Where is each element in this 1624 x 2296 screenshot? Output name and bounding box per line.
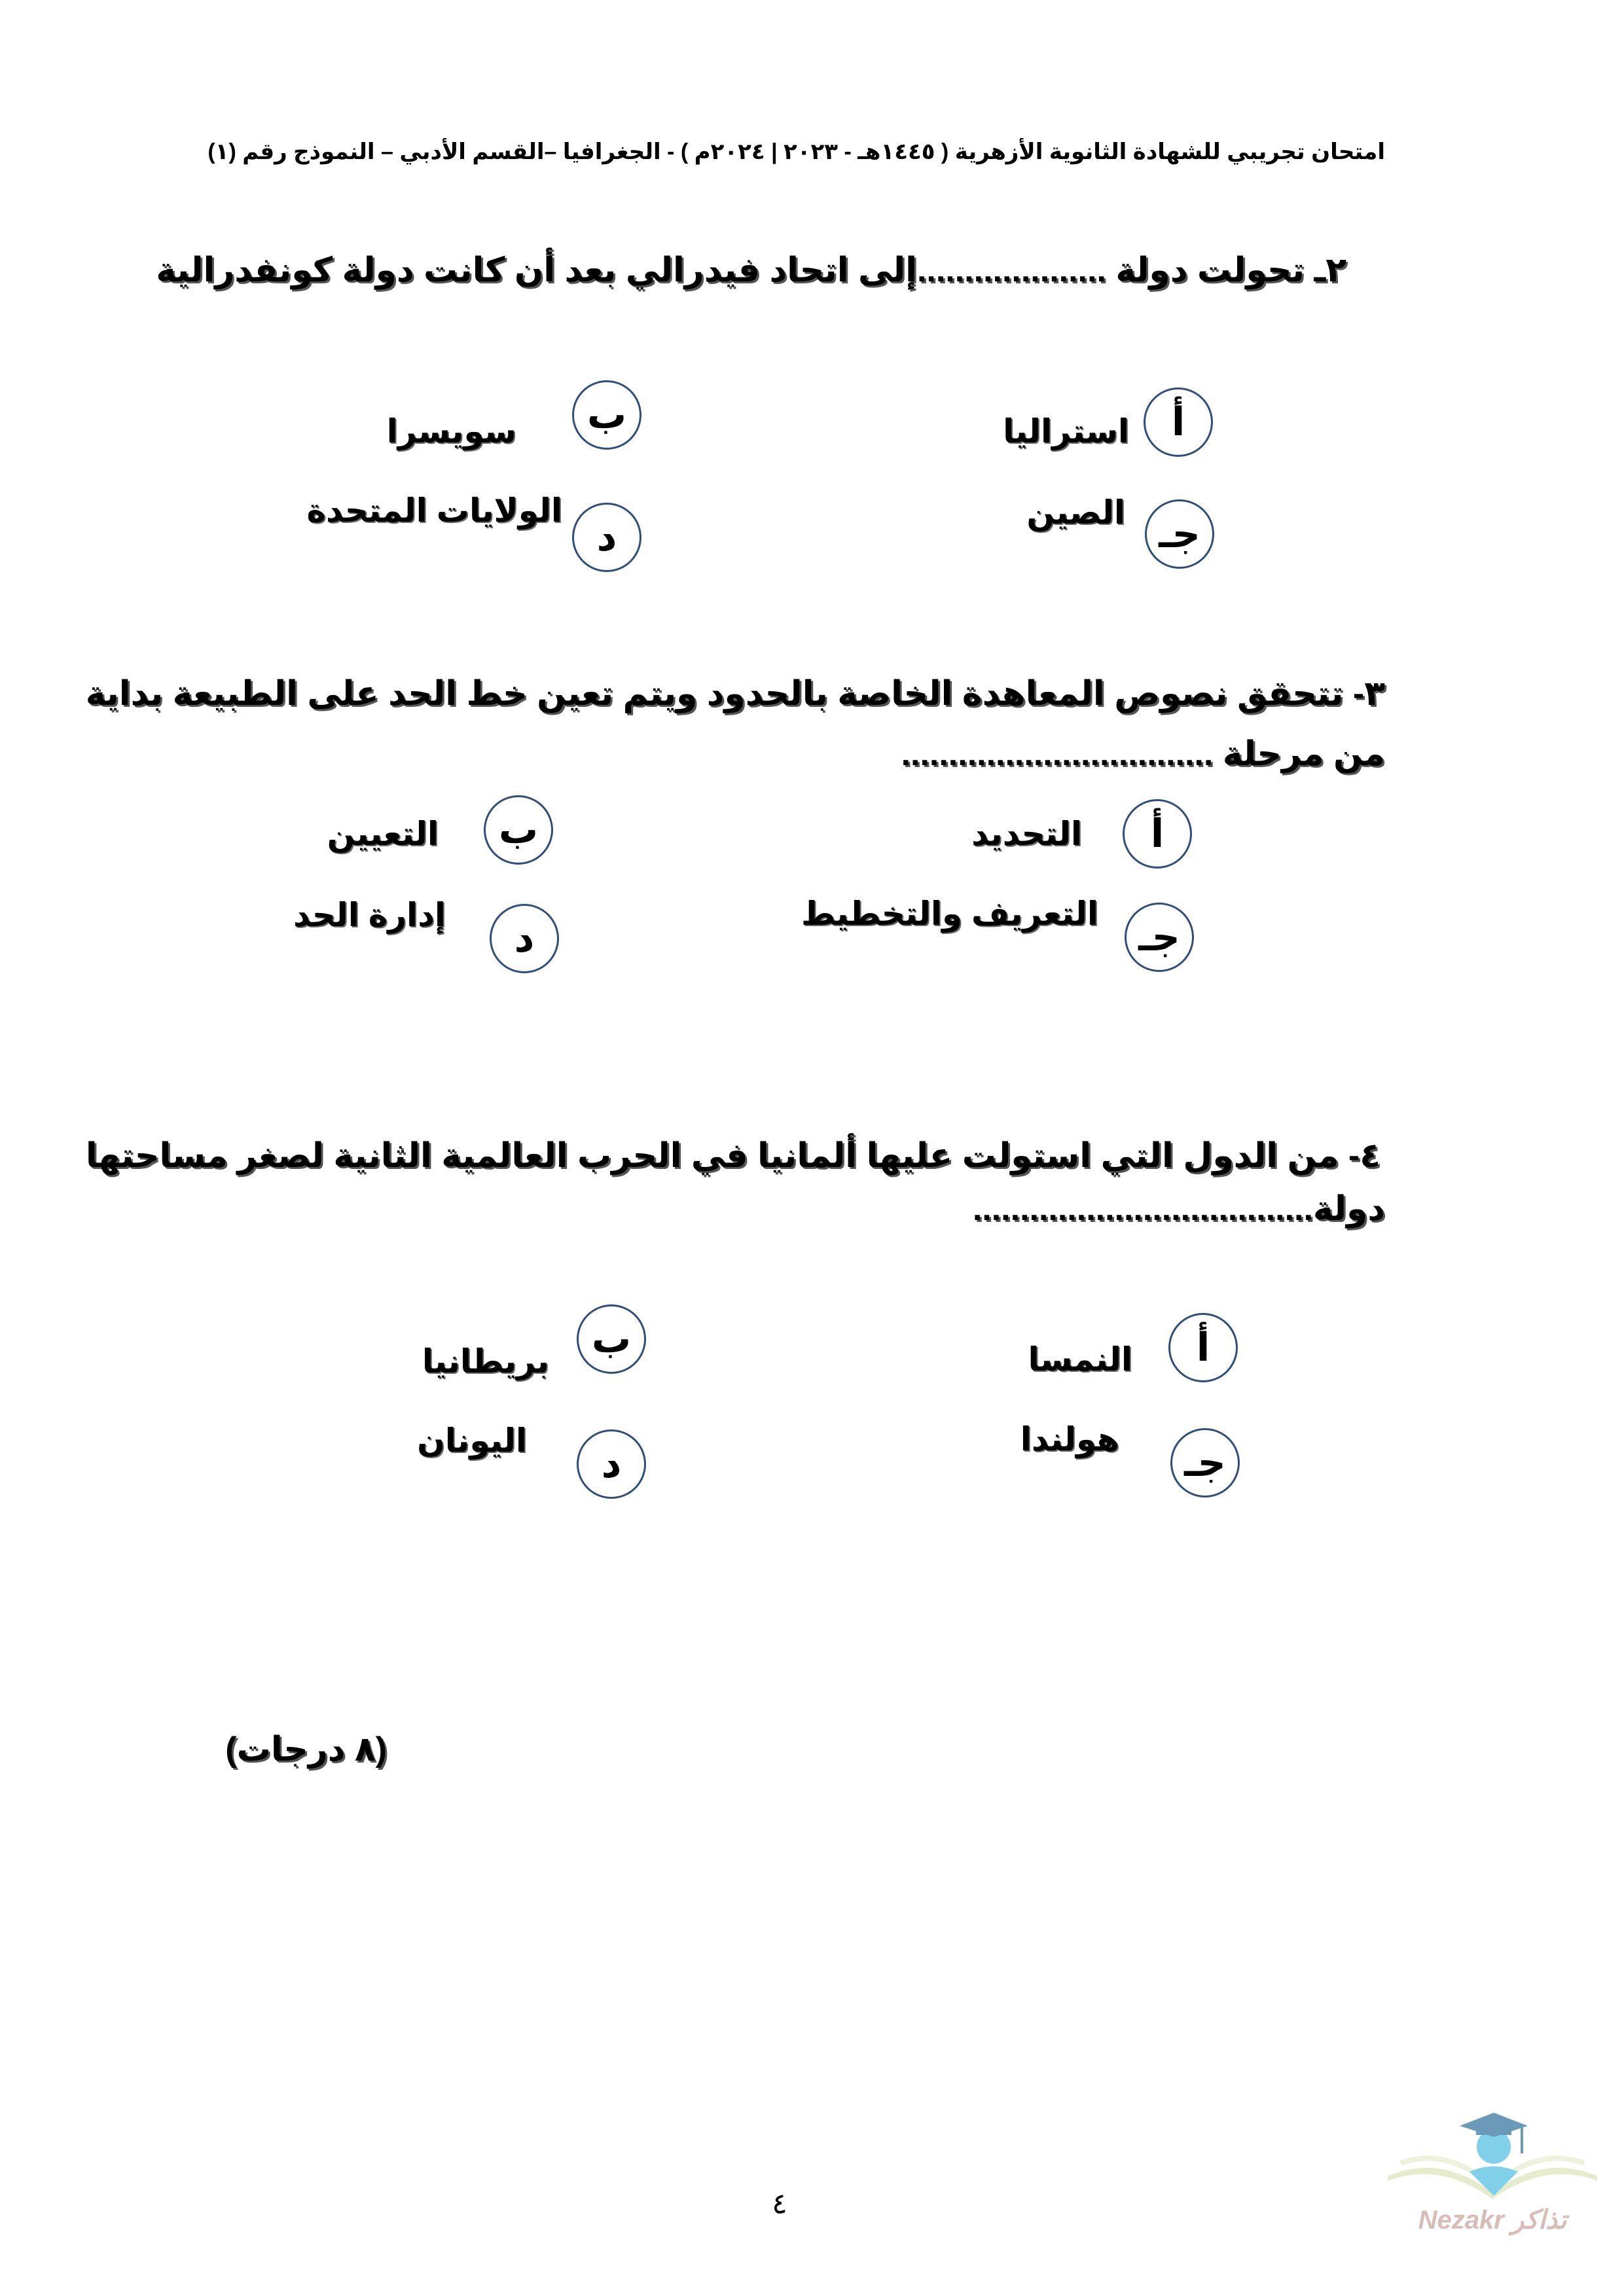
option-text: النمسا (1028, 1341, 1132, 1378)
option-text: اليونان (417, 1422, 527, 1459)
option-circle-b[interactable]: ب (572, 380, 641, 450)
option-text: سويسرا (386, 413, 516, 450)
option-text: هولندا (1020, 1421, 1119, 1458)
exam-header: امتحان تجريبي للشهادة الثانوية الأزهرية ( ١٤٤٥هـ - ٢٠٢٣ | ٢٠٢٤م ) - الجغرافيا –القسم الأدبي – النموذج رقم (١) (208, 139, 1385, 164)
option-circle-a[interactable]: أ (1144, 387, 1213, 457)
option-circle-b[interactable]: ب (484, 795, 553, 865)
option-text: الصين (1026, 494, 1125, 531)
option-text: بريطانيا (422, 1343, 549, 1380)
option-text: الولايات المتحدة (306, 492, 562, 529)
page-number: ٤ (772, 2187, 787, 2220)
option-text: إدارة الحد (293, 897, 446, 933)
option-circle-a[interactable]: أ (1123, 799, 1192, 869)
option-circle-d[interactable]: د (577, 1429, 646, 1499)
option-text: التحديد (971, 816, 1082, 852)
question-4-line-1: ٤- من الدول التي استولت عليها ألمانيا في الحرب العالمية الثانية لصغر مساحتها (85, 1137, 1380, 1175)
option-circle-c[interactable]: جـ (1170, 1428, 1240, 1498)
nezakr-logo (1381, 2108, 1604, 2258)
option-circle-a[interactable]: أ (1168, 1313, 1238, 1382)
option-circle-d[interactable]: د (572, 503, 641, 572)
logo-text: Nezakr تذاكر (1418, 2206, 1567, 2234)
question-4-line-2: دولة.................................... (972, 1190, 1385, 1228)
option-circle-c[interactable]: جـ (1125, 903, 1194, 972)
option-text: استراليا (1003, 413, 1129, 450)
question-2: ٢ـ تحولت دولة ....................إلى اتحاد فيدرالي بعد أن كانت دولة كونفدرالية (156, 251, 1346, 289)
grade-label: (٨ درجات) (225, 1731, 387, 1768)
question-3-line-2: من مرحلة ................................. (901, 735, 1385, 773)
option-circle-d[interactable]: د (490, 904, 559, 973)
option-text: التعريف والتخطيط (801, 895, 1098, 932)
question-3-line-1: ٣- تتحقق نصوص المعاهدة الخاصة بالحدود ويتم تعين خط الحد على الطبيعة بداية (85, 675, 1385, 713)
option-circle-c[interactable]: جـ (1145, 499, 1214, 569)
option-text: التعيين (327, 816, 439, 852)
option-circle-b[interactable]: ب (577, 1304, 646, 1374)
